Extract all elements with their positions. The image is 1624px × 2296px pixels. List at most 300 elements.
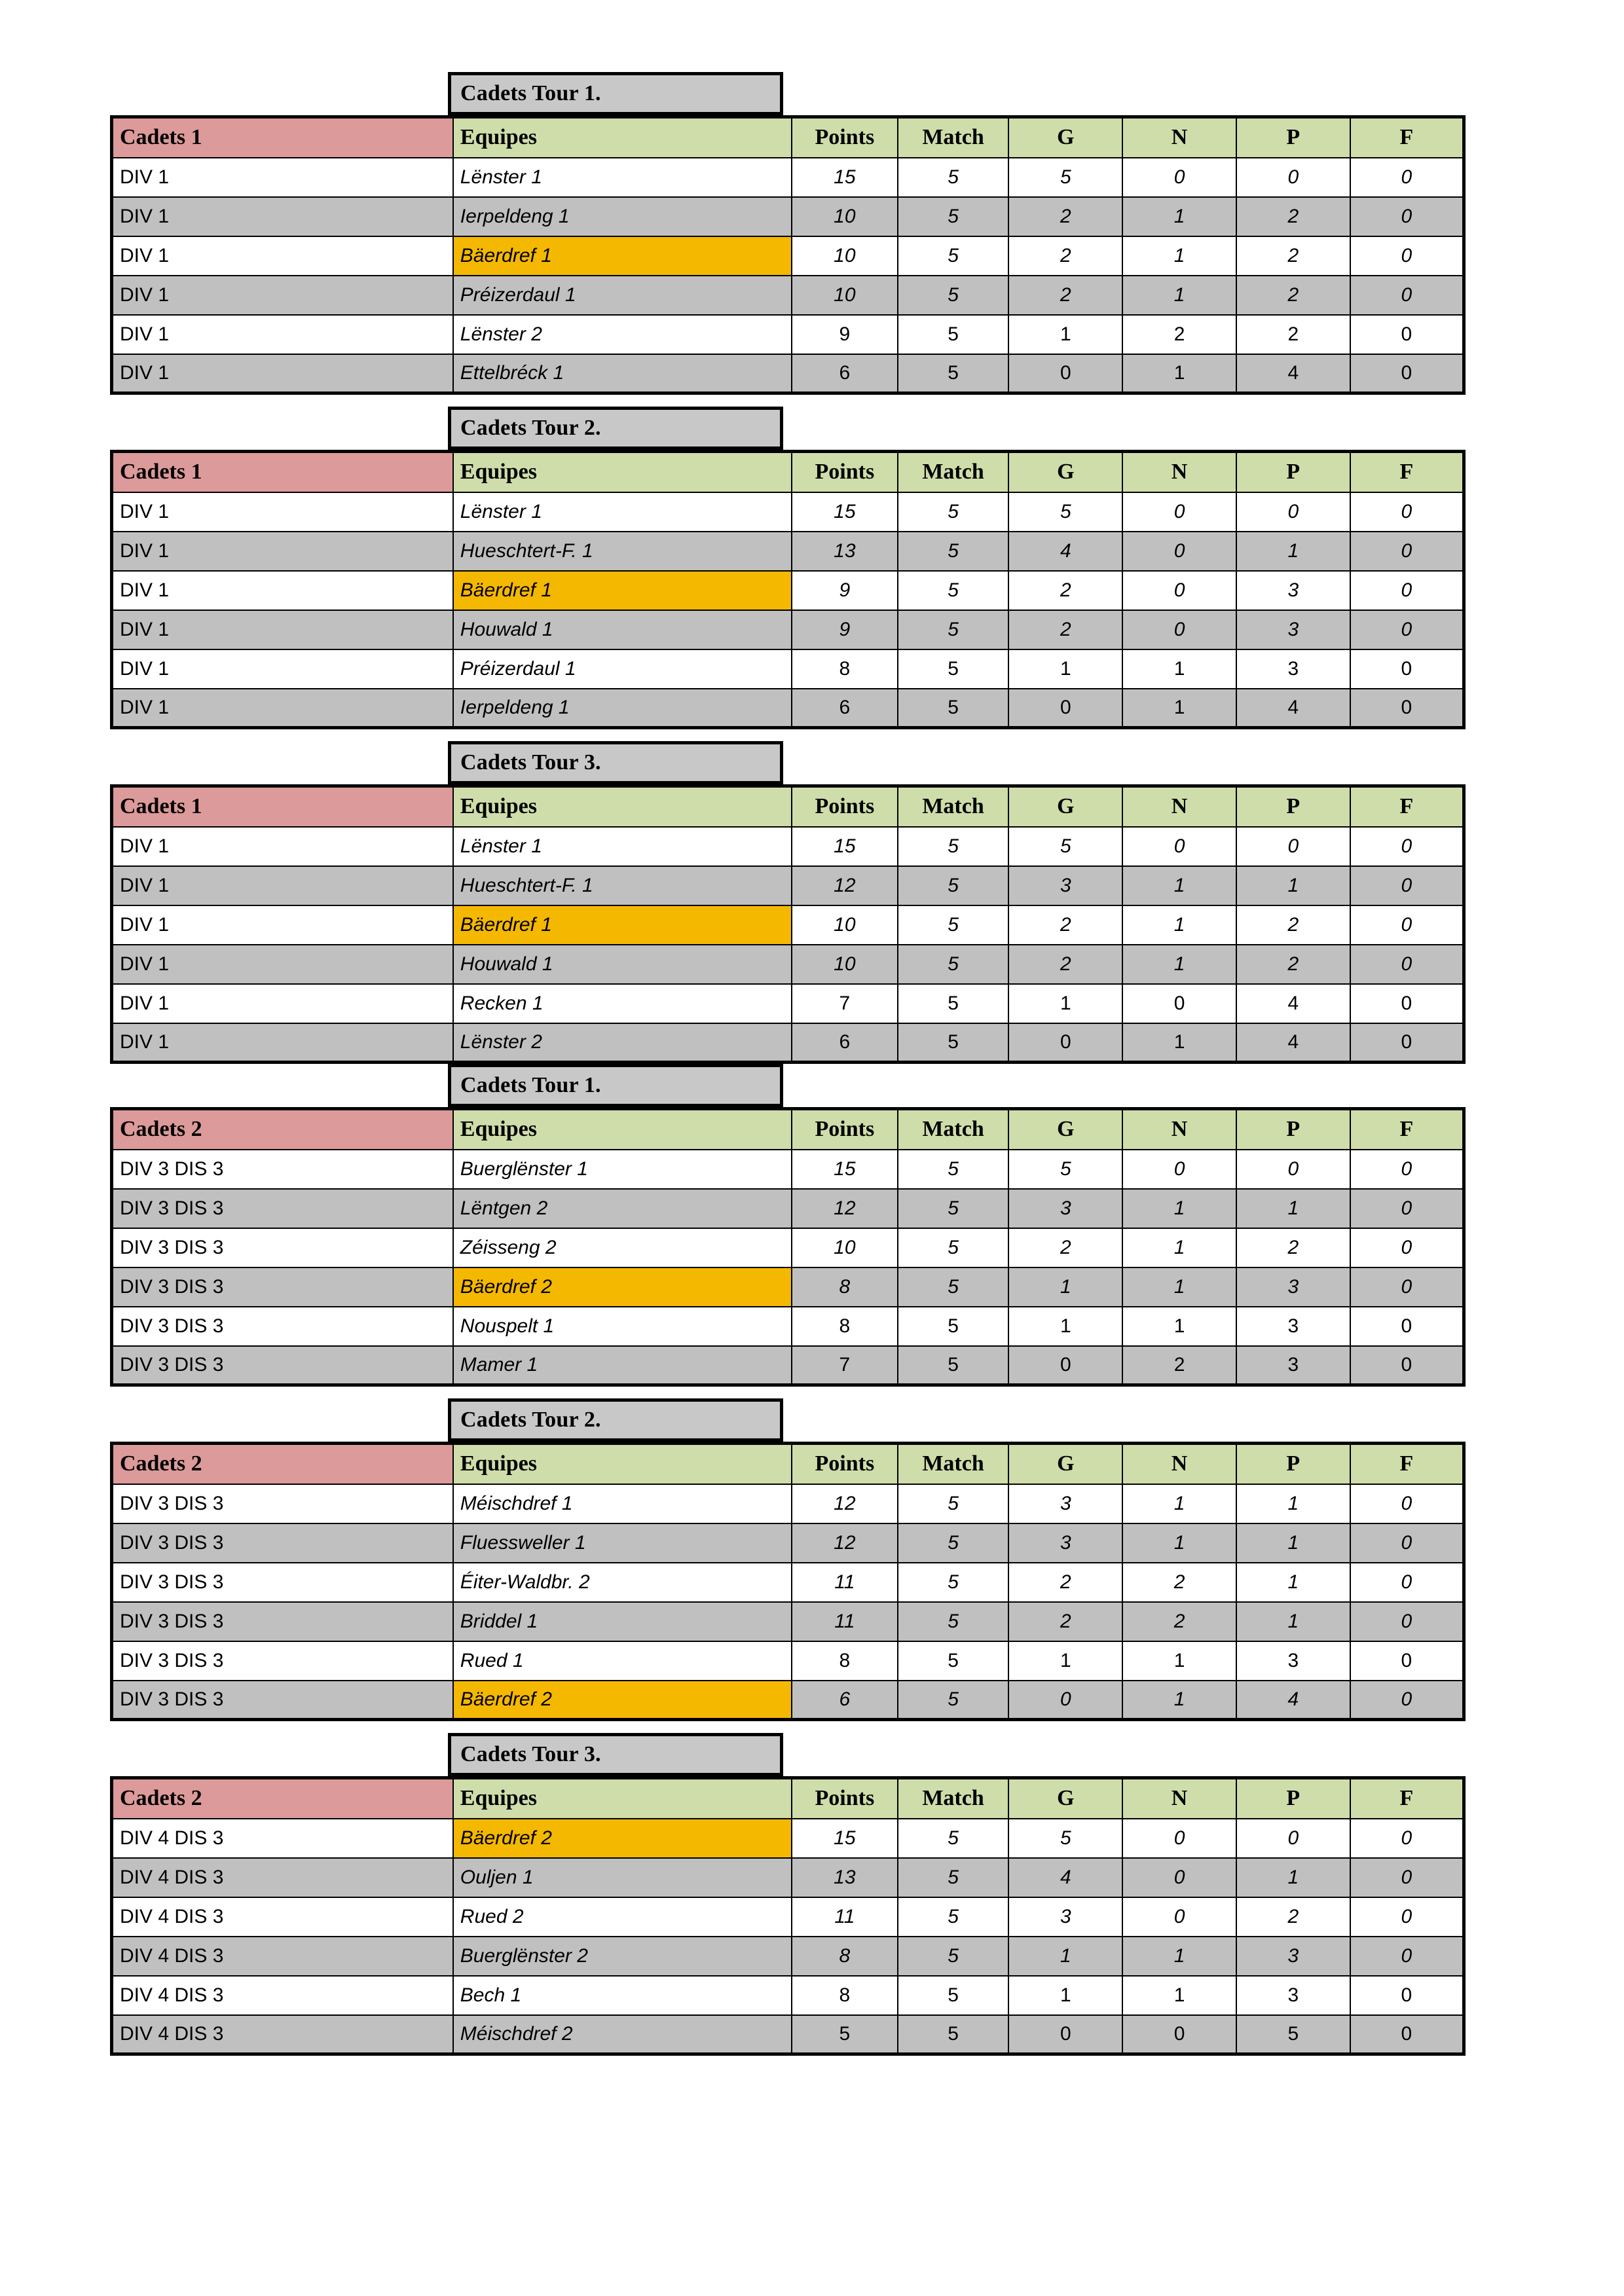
cell-match: 5 [898,1563,1009,1602]
cell-g: 2 [1008,236,1122,276]
cell-p: 3 [1236,649,1350,689]
tour-title-tail [783,1398,1466,1442]
cell-p: 4 [1236,354,1350,393]
header-n: N [1122,1444,1236,1484]
cell-p: 3 [1236,1346,1350,1385]
cell-n: 1 [1122,689,1236,728]
cell-division: DIV 4 DIS 3 [112,1897,453,1937]
standings-block [110,1064,1466,1398]
header-f: F [1350,117,1464,158]
cell-points: 6 [792,1023,898,1063]
cell-division: DIV 1 [112,532,453,571]
header-category: Cadets 2 [112,1778,453,1819]
tour-title-spacer [110,1733,448,1776]
cell-match: 5 [898,1858,1009,1897]
cell-team: Hueschtert-F. 1 [453,532,792,571]
cell-n: 1 [1122,1976,1236,2015]
table-header-row [112,117,1464,158]
cell-f: 0 [1350,492,1464,532]
table-row [112,984,1464,1023]
cell-g: 2 [1008,276,1122,315]
cell-f: 0 [1350,197,1464,236]
cell-division: DIV 1 [112,158,453,197]
cell-f: 0 [1350,866,1464,905]
header-points: Points [792,1444,898,1484]
cell-f: 0 [1350,1976,1464,2015]
cell-f: 0 [1350,1602,1464,1641]
header-n: N [1122,452,1236,492]
cell-p: 1 [1236,1858,1350,1897]
header-f: F [1350,1109,1464,1150]
cell-team: Houwald 1 [453,610,792,649]
cell-division: DIV 3 DIS 3 [112,1681,453,1720]
cell-division: DIV 1 [112,866,453,905]
cell-g: 2 [1008,1563,1122,1602]
tour-title-row [110,741,1466,784]
cell-division: DIV 1 [112,610,453,649]
cell-match: 5 [898,276,1009,315]
table-row [112,866,1464,905]
header-category: Cadets 1 [112,452,453,492]
cell-team: Nouspelt 1 [453,1307,792,1346]
table-row [112,1897,1464,1937]
cell-match: 5 [898,945,1009,984]
cell-match: 5 [898,1976,1009,2015]
cell-n: 0 [1122,610,1236,649]
cell-points: 12 [792,1523,898,1563]
cell-team: Ouljen 1 [453,1858,792,1897]
cell-f: 0 [1350,1189,1464,1228]
cell-team-highlighted: Bäerdref 1 [453,571,792,610]
table-row [112,1267,1464,1307]
cell-p: 4 [1236,1681,1350,1720]
cell-match: 5 [898,1523,1009,1563]
cell-n: 1 [1122,1307,1236,1346]
header-p: P [1236,117,1350,158]
cell-f: 0 [1350,1307,1464,1346]
cell-points: 12 [792,866,898,905]
tour-title: Cadets Tour 3. [448,741,783,784]
cell-team: Mamer 1 [453,1346,792,1385]
cell-p: 1 [1236,1602,1350,1641]
cell-p: 3 [1236,1976,1350,2015]
cell-team: Ierpeldeng 1 [453,197,792,236]
table-row [112,1641,1464,1681]
cell-p: 2 [1236,236,1350,276]
cell-p: 2 [1236,945,1350,984]
cell-team-highlighted: Bäerdref 2 [453,1681,792,1720]
cell-division: DIV 3 DIS 3 [112,1307,453,1346]
cell-division: DIV 3 DIS 3 [112,1602,453,1641]
cell-match: 5 [898,315,1009,354]
cell-f: 0 [1350,1819,1464,1858]
cell-g: 1 [1008,1937,1122,1976]
table-row [112,532,1464,571]
cell-match: 5 [898,354,1009,393]
cell-n: 0 [1122,492,1236,532]
table-row [112,649,1464,689]
cell-team: Zéisseng 2 [453,1228,792,1267]
standings-block [110,1398,1466,1733]
cell-match: 5 [898,649,1009,689]
header-p: P [1236,1444,1350,1484]
cell-points: 13 [792,1858,898,1897]
cell-points: 7 [792,984,898,1023]
cell-division: DIV 1 [112,354,453,393]
tour-title-spacer [110,741,448,784]
cell-division: DIV 1 [112,905,453,945]
cell-match: 5 [898,571,1009,610]
header-category: Cadets 1 [112,786,453,827]
cell-f: 0 [1350,158,1464,197]
cell-f: 0 [1350,571,1464,610]
cell-f: 0 [1350,1150,1464,1189]
cell-division: DIV 3 DIS 3 [112,1346,453,1385]
cell-points: 8 [792,1976,898,2015]
header-match: Match [898,1444,1009,1484]
cell-division: DIV 1 [112,689,453,728]
cell-points: 7 [792,1346,898,1385]
cell-n: 1 [1122,1267,1236,1307]
cell-division: DIV 1 [112,1023,453,1063]
cell-match: 5 [898,1150,1009,1189]
cell-g: 4 [1008,1858,1122,1897]
cell-n: 1 [1122,1023,1236,1063]
block-gap [110,729,1466,741]
cell-team: Préizerdaul 1 [453,649,792,689]
cell-match: 5 [898,1346,1009,1385]
cell-match: 5 [898,158,1009,197]
header-f: F [1350,786,1464,827]
header-equipes: Equipes [453,1444,792,1484]
header-n: N [1122,786,1236,827]
cell-team: Lënster 1 [453,827,792,866]
cell-n: 1 [1122,1228,1236,1267]
cell-g: 2 [1008,610,1122,649]
cell-n: 1 [1122,1681,1236,1720]
cell-n: 0 [1122,571,1236,610]
cell-p: 2 [1236,1228,1350,1267]
cell-f: 0 [1350,532,1464,571]
cell-g: 1 [1008,1641,1122,1681]
header-p: P [1236,786,1350,827]
table-row [112,315,1464,354]
header-points: Points [792,117,898,158]
tour-title-row [110,407,1466,450]
cell-p: 1 [1236,1563,1350,1602]
cell-team: Éiter-Waldbr. 2 [453,1563,792,1602]
header-n: N [1122,1109,1236,1150]
cell-team: Lënster 2 [453,315,792,354]
cell-n: 0 [1122,1858,1236,1897]
header-equipes: Equipes [453,1109,792,1150]
cell-n: 1 [1122,276,1236,315]
cell-g: 1 [1008,315,1122,354]
cell-g: 1 [1008,649,1122,689]
cell-n: 1 [1122,866,1236,905]
header-f: F [1350,1778,1464,1819]
tour-title-tail [783,1733,1466,1776]
cell-n: 1 [1122,905,1236,945]
tour-title-row [110,72,1466,115]
header-points: Points [792,1778,898,1819]
table-row [112,2015,1464,2054]
cell-team-highlighted: Bäerdref 2 [453,1819,792,1858]
cell-division: DIV 1 [112,236,453,276]
cell-f: 0 [1350,1228,1464,1267]
cell-points: 15 [792,492,898,532]
cell-g: 3 [1008,866,1122,905]
standings-sheet [110,72,1466,2056]
cell-points: 10 [792,197,898,236]
cell-n: 0 [1122,158,1236,197]
header-equipes: Equipes [453,786,792,827]
cell-g: 0 [1008,1346,1122,1385]
cell-points: 11 [792,1563,898,1602]
cell-f: 0 [1350,905,1464,945]
cell-division: DIV 3 DIS 3 [112,1150,453,1189]
cell-match: 5 [898,1023,1009,1063]
cell-match: 5 [898,1681,1009,1720]
table-header-row [112,786,1464,827]
table-row [112,1681,1464,1720]
table-row [112,236,1464,276]
cell-p: 3 [1236,1641,1350,1681]
cell-division: DIV 3 DIS 3 [112,1523,453,1563]
cell-f: 0 [1350,1681,1464,1720]
standings-block [110,1733,1466,2056]
cell-f: 0 [1350,1897,1464,1937]
standings-table [110,1776,1466,2056]
cell-team: Rued 1 [453,1641,792,1681]
table-row [112,1602,1464,1641]
cell-n: 0 [1122,1897,1236,1937]
table-row [112,1937,1464,1976]
tour-title: Cadets Tour 2. [448,407,783,450]
cell-match: 5 [898,827,1009,866]
cell-match: 5 [898,1819,1009,1858]
cell-team-highlighted: Bäerdref 1 [453,905,792,945]
cell-g: 2 [1008,571,1122,610]
cell-team: Ierpeldeng 1 [453,689,792,728]
cell-points: 5 [792,2015,898,2054]
cell-team: Lënster 2 [453,1023,792,1063]
cell-division: DIV 4 DIS 3 [112,1976,453,2015]
cell-points: 11 [792,1602,898,1641]
cell-p: 1 [1236,1189,1350,1228]
cell-division: DIV 1 [112,492,453,532]
cell-match: 5 [898,1228,1009,1267]
cell-f: 0 [1350,1484,1464,1523]
cell-team: Bech 1 [453,1976,792,2015]
cell-team: Hueschtert-F. 1 [453,866,792,905]
cell-f: 0 [1350,984,1464,1023]
cell-g: 0 [1008,689,1122,728]
table-row [112,276,1464,315]
cell-g: 0 [1008,1681,1122,1720]
tour-title-spacer [110,1064,448,1107]
cell-g: 3 [1008,1484,1122,1523]
cell-match: 5 [898,905,1009,945]
tour-title: Cadets Tour 3. [448,1733,783,1776]
cell-f: 0 [1350,1346,1464,1385]
table-row [112,945,1464,984]
header-f: F [1350,452,1464,492]
cell-n: 2 [1122,1563,1236,1602]
cell-match: 5 [898,1897,1009,1937]
cell-points: 10 [792,1228,898,1267]
table-row [112,354,1464,393]
block-gap [110,1721,1466,1733]
cell-match: 5 [898,866,1009,905]
cell-team: Buerglënster 2 [453,1937,792,1976]
cell-f: 0 [1350,1023,1464,1063]
cell-division: DIV 1 [112,945,453,984]
standings-table [110,1107,1466,1387]
cell-team: Lënster 1 [453,492,792,532]
header-match: Match [898,1778,1009,1819]
cell-match: 5 [898,236,1009,276]
cell-n: 1 [1122,945,1236,984]
cell-n: 2 [1122,1346,1236,1385]
cell-p: 3 [1236,571,1350,610]
cell-n: 0 [1122,2015,1236,2054]
table-row [112,492,1464,532]
header-g: G [1008,1109,1122,1150]
cell-division: DIV 1 [112,315,453,354]
standings-table [110,115,1466,395]
cell-division: DIV 1 [112,276,453,315]
cell-p: 2 [1236,1897,1350,1937]
cell-p: 0 [1236,1819,1350,1858]
cell-n: 0 [1122,1819,1236,1858]
cell-n: 1 [1122,1641,1236,1681]
cell-points: 8 [792,1937,898,1976]
cell-f: 0 [1350,649,1464,689]
cell-division: DIV 3 DIS 3 [112,1484,453,1523]
table-row [112,1523,1464,1563]
cell-p: 3 [1236,1267,1350,1307]
cell-division: DIV 4 DIS 3 [112,2015,453,2054]
cell-match: 5 [898,1602,1009,1641]
cell-match: 5 [898,1307,1009,1346]
cell-match: 5 [898,689,1009,728]
tour-title: Cadets Tour 2. [448,1398,783,1442]
cell-n: 1 [1122,236,1236,276]
tour-title-spacer [110,1398,448,1442]
cell-n: 2 [1122,315,1236,354]
header-points: Points [792,1109,898,1150]
cell-f: 0 [1350,2015,1464,2054]
table-row [112,197,1464,236]
cell-p: 3 [1236,1937,1350,1976]
cell-division: DIV 1 [112,827,453,866]
cell-match: 5 [898,492,1009,532]
tour-title: Cadets Tour 1. [448,1064,783,1107]
table-row [112,1150,1464,1189]
standings-table [110,1442,1466,1721]
tour-title-row [110,1064,1466,1107]
cell-g: 0 [1008,354,1122,393]
cell-f: 0 [1350,1641,1464,1681]
tour-title-tail [783,1064,1466,1107]
header-f: F [1350,1444,1464,1484]
header-points: Points [792,786,898,827]
table-header-row [112,1778,1464,1819]
cell-p: 1 [1236,1484,1350,1523]
cell-p: 4 [1236,984,1350,1023]
cell-n: 2 [1122,1602,1236,1641]
cell-p: 3 [1236,1307,1350,1346]
cell-f: 0 [1350,1563,1464,1602]
cell-points: 13 [792,532,898,571]
tour-title-row [110,1733,1466,1776]
cell-f: 0 [1350,236,1464,276]
cell-f: 0 [1350,945,1464,984]
header-category: Cadets 2 [112,1444,453,1484]
table-header-row [112,1444,1464,1484]
standings-block [110,72,1466,407]
cell-points: 9 [792,571,898,610]
cell-points: 8 [792,1307,898,1346]
header-g: G [1008,117,1122,158]
table-row [112,1819,1464,1858]
header-points: Points [792,452,898,492]
cell-division: DIV 3 DIS 3 [112,1563,453,1602]
cell-team: Méischdref 2 [453,2015,792,2054]
cell-points: 15 [792,1150,898,1189]
cell-p: 4 [1236,1023,1350,1063]
block-gap [110,395,1466,407]
cell-points: 9 [792,315,898,354]
cell-match: 5 [898,1189,1009,1228]
tour-title-spacer [110,407,448,450]
cell-g: 3 [1008,1189,1122,1228]
cell-f: 0 [1350,827,1464,866]
cell-p: 5 [1236,2015,1350,2054]
cell-f: 0 [1350,1937,1464,1976]
cell-n: 1 [1122,1523,1236,1563]
table-row [112,1189,1464,1228]
table-row [112,571,1464,610]
cell-n: 1 [1122,1937,1236,1976]
cell-p: 2 [1236,315,1350,354]
cell-division: DIV 3 DIS 3 [112,1228,453,1267]
cell-p: 3 [1236,610,1350,649]
cell-points: 10 [792,905,898,945]
cell-p: 0 [1236,1150,1350,1189]
cell-p: 1 [1236,1523,1350,1563]
cell-points: 10 [792,236,898,276]
cell-division: DIV 4 DIS 3 [112,1819,453,1858]
cell-match: 5 [898,1267,1009,1307]
cell-match: 5 [898,610,1009,649]
table-row [112,1228,1464,1267]
cell-f: 0 [1350,610,1464,649]
cell-g: 1 [1008,1307,1122,1346]
cell-n: 1 [1122,354,1236,393]
cell-match: 5 [898,1937,1009,1976]
cell-g: 1 [1008,1976,1122,2015]
cell-g: 4 [1008,532,1122,571]
cell-n: 1 [1122,1189,1236,1228]
cell-g: 2 [1008,905,1122,945]
cell-points: 15 [792,827,898,866]
header-g: G [1008,452,1122,492]
cell-team: Buerglënster 1 [453,1150,792,1189]
cell-n: 0 [1122,827,1236,866]
cell-g: 0 [1008,1023,1122,1063]
